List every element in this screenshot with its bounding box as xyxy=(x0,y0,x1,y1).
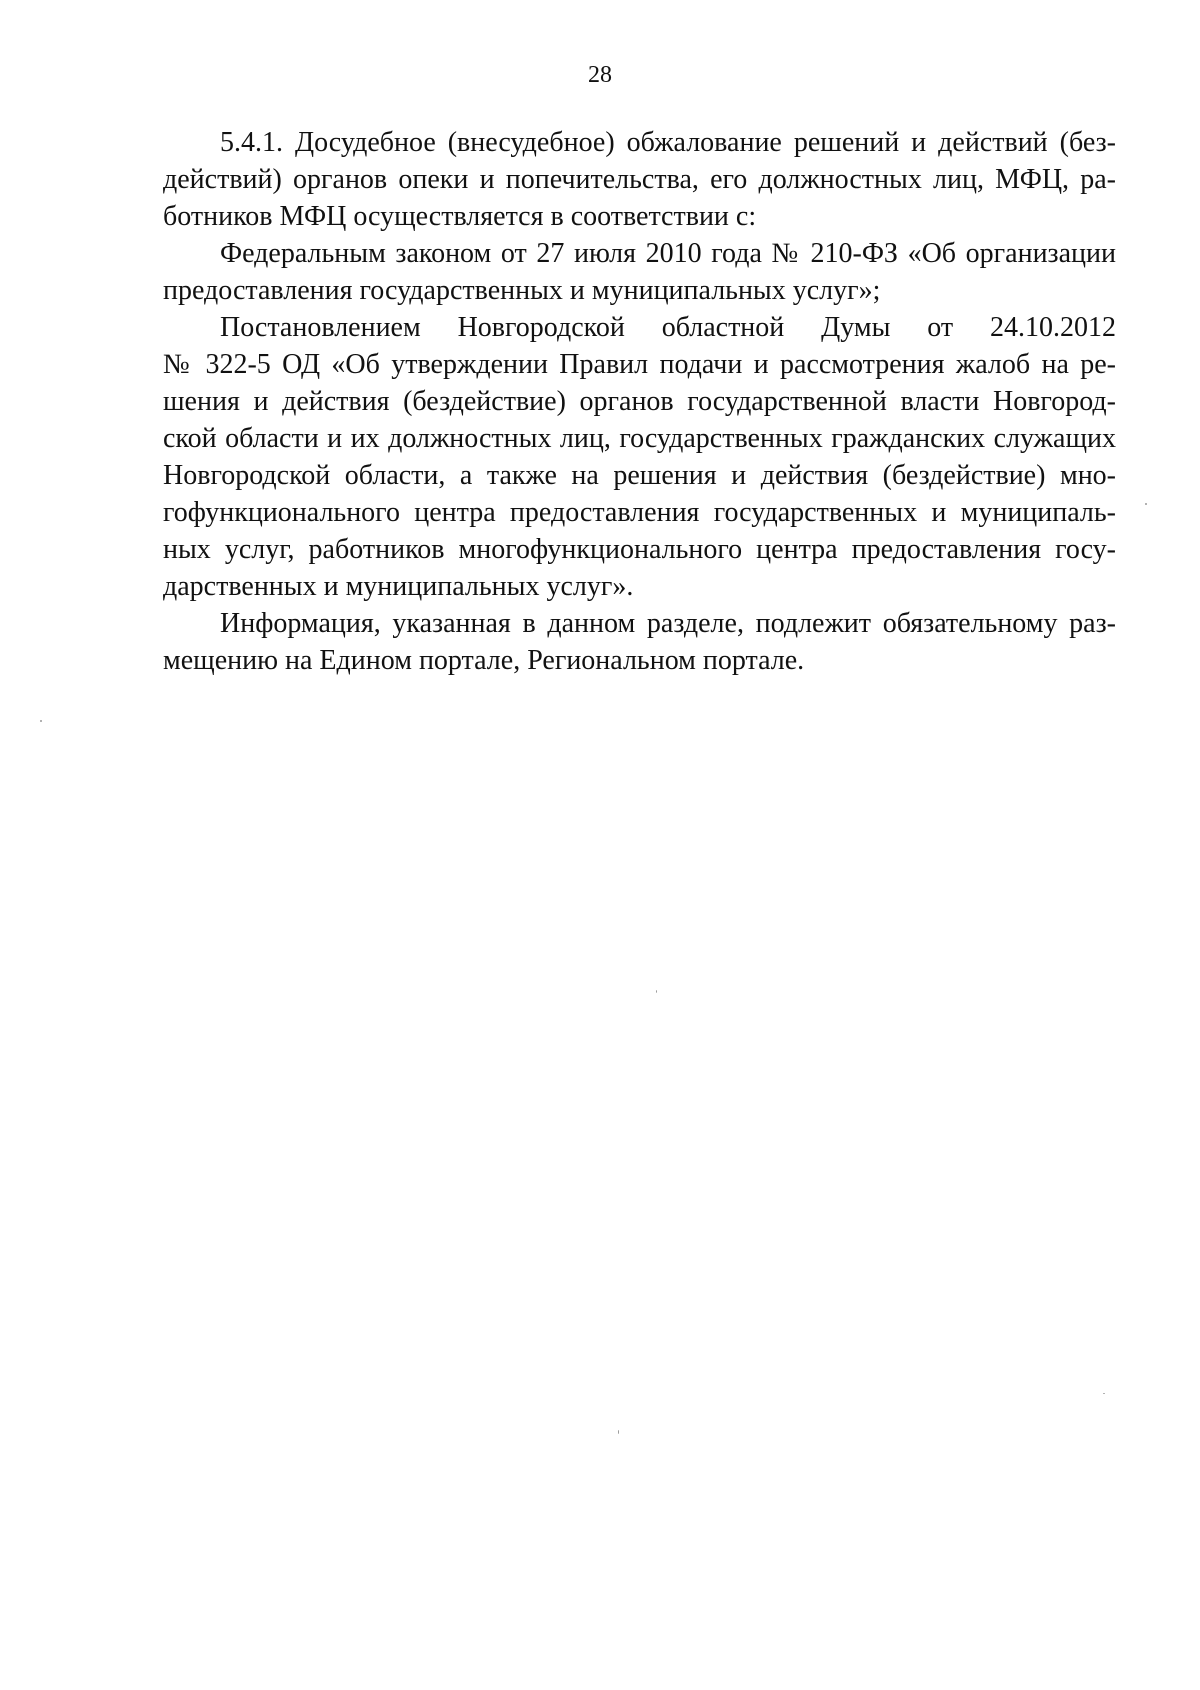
paragraph-appeal-procedure xyxy=(163,124,1116,235)
scan-speck xyxy=(618,1430,619,1434)
text-line: № 322-5 ОД «Об утверждении Правил подачи и рассмотрения жалоб на ре- xyxy=(163,349,1116,380)
paragraph-federal-law xyxy=(163,235,1116,309)
text-line: мещению на Едином портале, Региональном портале. xyxy=(163,645,805,676)
text-line: ных услуг, работников многофункционального центра предоставления госу- xyxy=(163,534,1116,565)
scan-speck xyxy=(656,990,657,993)
text-line: Информация, указанная в данном разделе, подлежит обязательному раз- xyxy=(220,608,1116,639)
document-body xyxy=(163,124,1116,679)
text-line: ботников МФЦ осуществляется в соответствии с: xyxy=(163,201,757,232)
text-line: Новгородской области, а также на решения и действия (бездействие) мно- xyxy=(163,460,1116,491)
paragraph-regional-resolution xyxy=(163,309,1116,605)
scan-speck xyxy=(1103,1393,1105,1394)
text-line: дарственных и муниципальных услуг». xyxy=(163,571,634,602)
page-number: 28 xyxy=(588,62,612,88)
scan-speck xyxy=(1145,503,1147,505)
text-line: шения и действия (бездействие) органов государственной власти Новгород- xyxy=(163,386,1116,417)
text-line: Постановлением Новгородской областной Думы от 24.10.2012 xyxy=(220,312,1116,343)
scan-speck xyxy=(40,720,42,722)
text-line: Федеральным законом от 27 июля 2010 года № 210-ФЗ «Об организации xyxy=(220,238,1116,269)
text-line: ской области и их должностных лиц, государственных гражданских служащих xyxy=(163,423,1116,454)
paragraph-publication-notice xyxy=(163,605,1116,679)
text-line: действий) органов опеки и попечительства, его должностных лиц, МФЦ, ра- xyxy=(163,164,1116,195)
text-line: гофункционального центра предоставления государственных и муниципаль- xyxy=(163,497,1116,528)
text-line: предоставления государственных и муниципальных услуг»; xyxy=(163,275,881,306)
text-line: 5.4.1. Досудебное (внесудебное) обжалование решений и действий (без- xyxy=(220,127,1116,158)
